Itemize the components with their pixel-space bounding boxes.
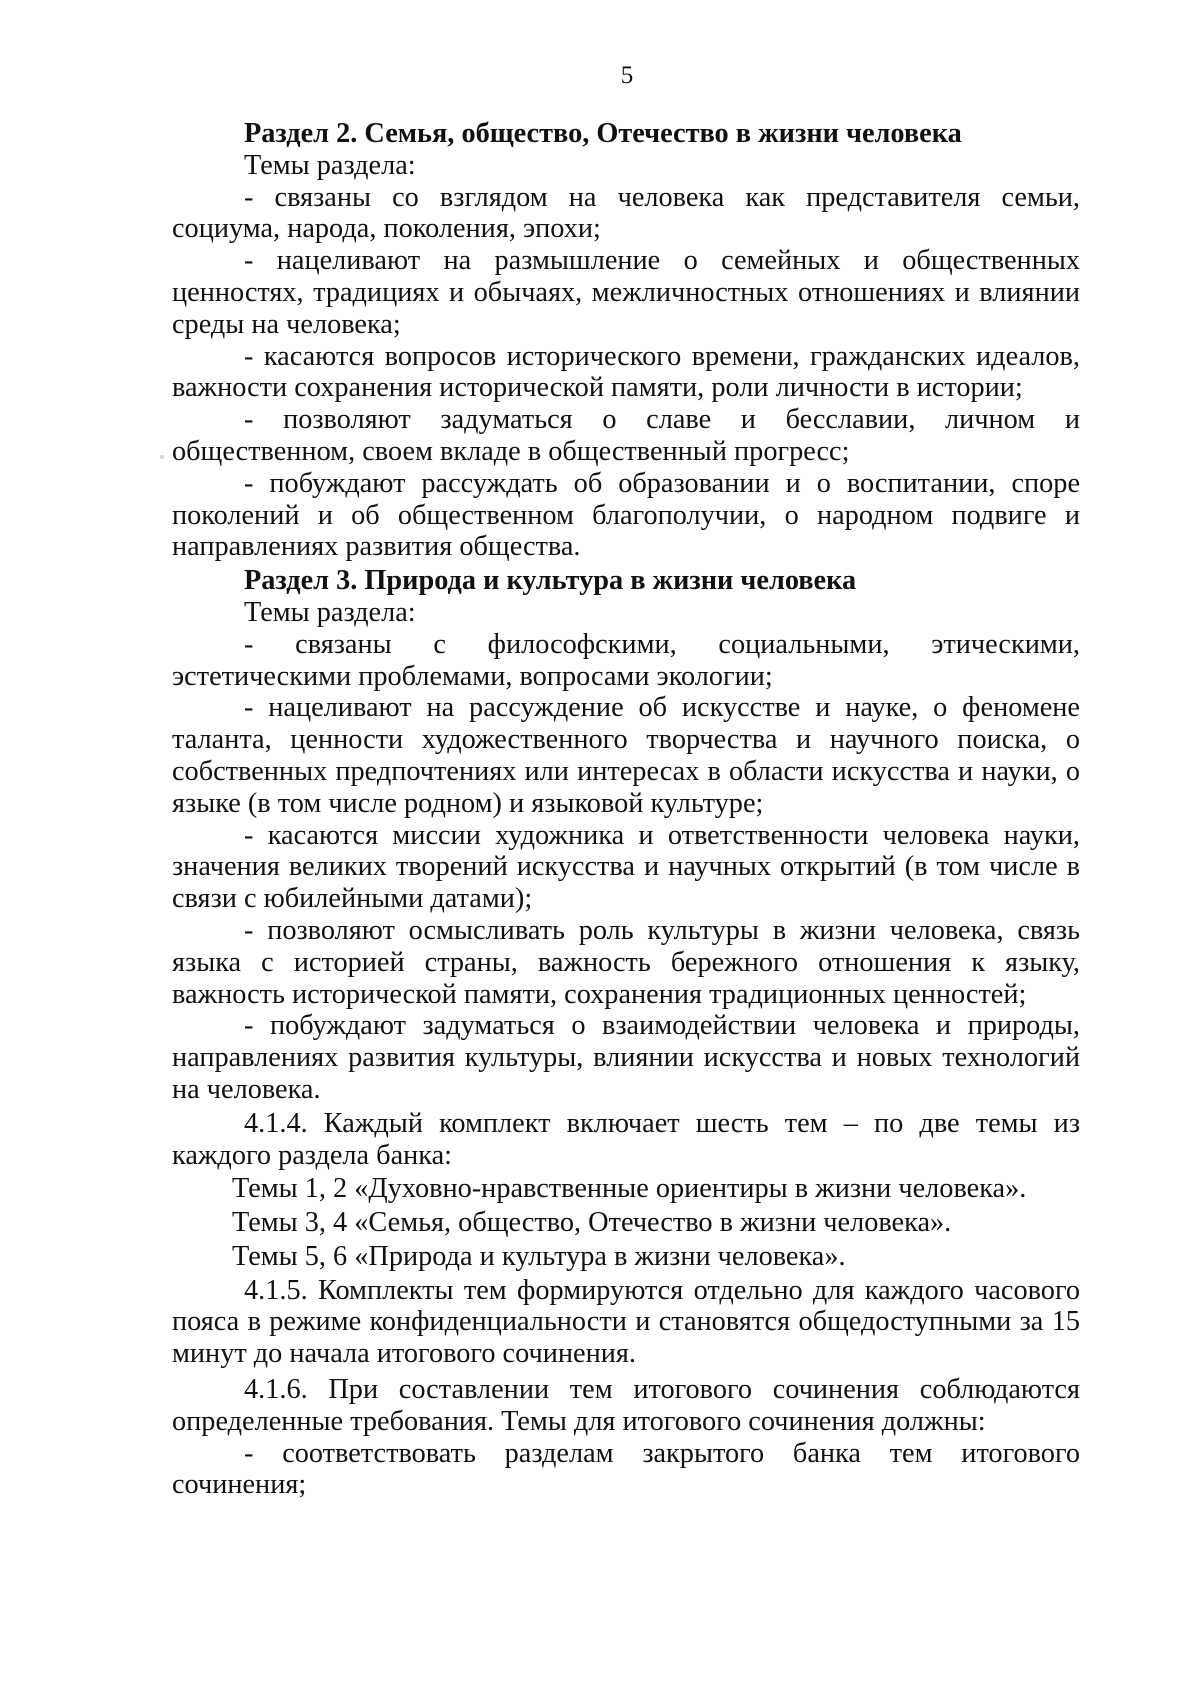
section-3-heading: Раздел 3. Природа и культура в жизни человека <box>244 565 857 597</box>
clause-4-1-4-theme: Темы 1, 2 «Духовно-нравственные ориентиры в жизни человека». <box>232 1173 1027 1205</box>
section-3-item: - позволяют осмысливать роль культуры в жизни человека, связь языка с историей страны, важность бережного отношения к языку, важность исторической памяти, сохранения традиционных ценностей; <box>172 914 1080 1010</box>
section-2-item: - касаются вопросов исторического времени, гражданских идеалов, важности сохранения исторической памяти, роли личности в истории; <box>172 340 1080 404</box>
section-3-item: - побуждают задуматься о взаимодействии человека и природы, направлениях развития культуры, влиянии искусства и новых технологий на человека. <box>172 1010 1080 1105</box>
document-body <box>172 118 1080 1501</box>
page-number: 5 <box>620 62 634 89</box>
clause-4-1-6: 4.1.6. При составлении тем итогового сочинения соблюдаются определенные требования. Темы для итогового сочинения должны: <box>172 1374 1080 1437</box>
section-3-item: - связаны с философскими, социальными, этическими, эстетическими проблемами, вопросами экологии; <box>172 628 1080 692</box>
section-2-item: - побуждают рассуждать об образовании и о воспитании, споре поколений и об общественном благополучии, о народном подвиге и направлениях развития общества. <box>172 467 1080 563</box>
section-2-item: - позволяют задуматься о славе и бесславии, личном и общественном, своем вкладе в общественный прогресс; <box>172 404 1080 467</box>
section-3-item: - нацеливают на рассуждение об искусстве и науке, о феномене таланта, ценности художественного творчества и научного поиска, о собственных предпочтениях или интересах в области искусства и науки, о языке (в том числе родном) и языковой культуре; <box>172 692 1080 819</box>
section-2-intro: Темы раздела: <box>244 149 416 181</box>
section-2-item: - нацеливают на размышление о семейных и общественных ценностях, традициях и обычаях, межличностных отношениях и влиянии среды на человека; <box>172 245 1080 340</box>
scan-speck <box>160 455 164 459</box>
section-3-intro: Темы раздела: <box>244 596 416 628</box>
section-2-item: - связаны со взглядом на человека как представителя семьи, социума, народа, поколения, эпохи; <box>172 181 1080 245</box>
section-2-heading: Раздел 2. Семья, общество, Отечество в жизни человека <box>244 118 962 149</box>
section-3-item: - касаются миссии художника и ответственности человека науки, значения великих творений искусства и научных открытий (в том числе в связи с юбилейными датами); <box>172 819 1080 915</box>
clause-4-1-4: 4.1.4. Каждый комплект включает шесть тем – по две темы из каждого раздела банка: <box>172 1107 1080 1171</box>
clause-4-1-4-theme: Темы 5, 6 «Природа и культура в жизни человека». <box>232 1240 846 1272</box>
clause-4-1-5: 4.1.5. Комплекты тем формируются отдельно для каждого часового пояса в режиме конфиденциальности и становятся общедоступными за 15 минут до начала итогового сочинения. <box>172 1274 1080 1370</box>
clause-4-1-4-theme: Темы 3, 4 «Семья, общество, Отечество в жизни человека». <box>232 1207 952 1239</box>
clause-4-1-6-item: - соответствовать разделам закрытого банка тем итогового сочинения; <box>172 1437 1080 1501</box>
